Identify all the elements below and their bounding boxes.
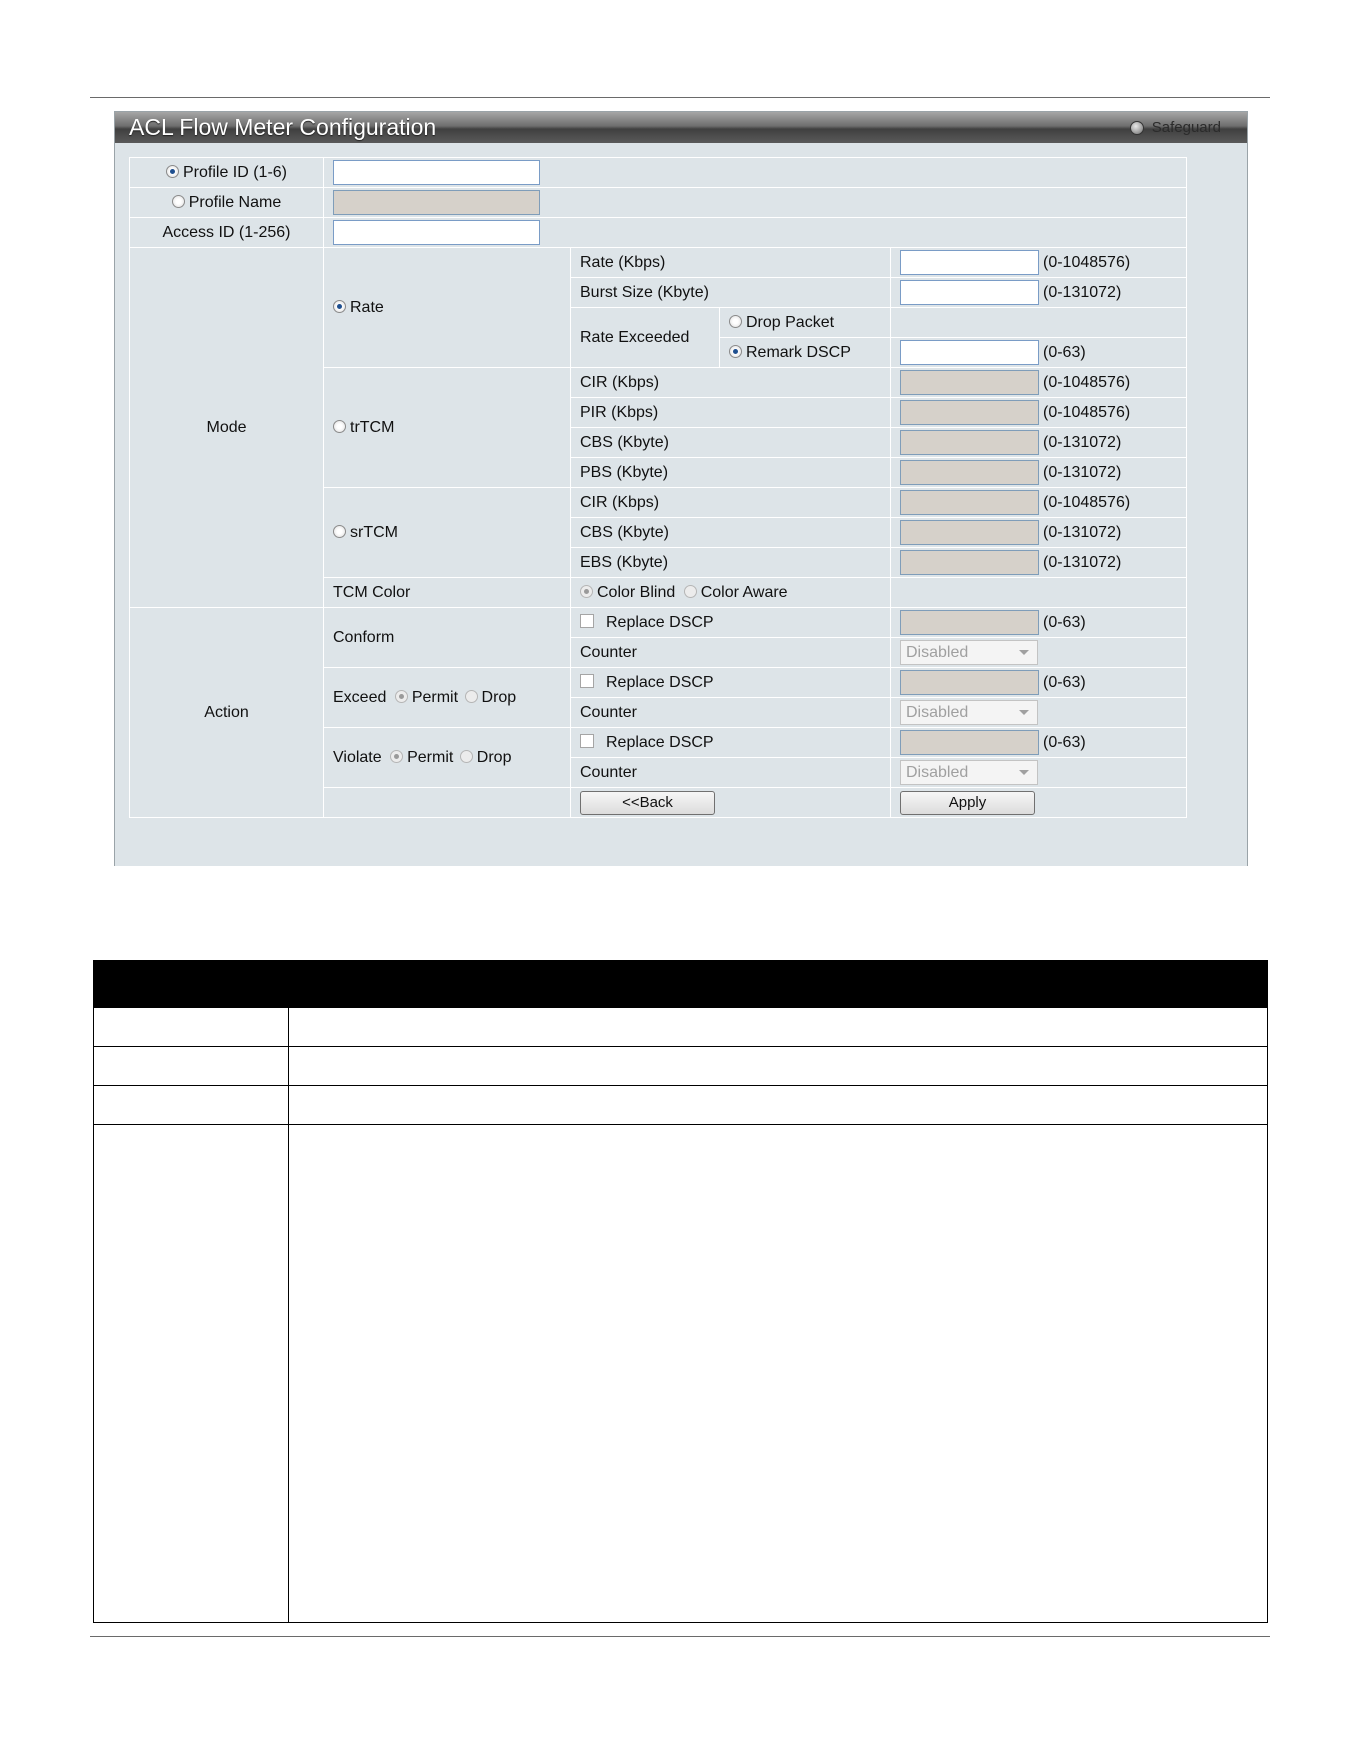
trtcm-pbs-input[interactable] xyxy=(900,460,1039,485)
violate-label: Violate xyxy=(333,748,382,766)
remark-dscp-range: (0-63) xyxy=(1043,343,1086,361)
back-button-cell xyxy=(571,788,891,818)
remark-dscp-radio[interactable] xyxy=(729,345,742,358)
profile-name-input[interactable] xyxy=(333,190,540,215)
srtcm-mode-cell xyxy=(324,488,571,578)
rate-exceeded-label: Rate Exceeded xyxy=(571,308,720,368)
exceed-drop-radio[interactable] xyxy=(465,690,478,703)
drop-packet-radio[interactable] xyxy=(729,315,742,328)
drop-packet-empty-cell xyxy=(891,308,1187,338)
burst-size-value-cell xyxy=(891,278,1187,308)
trtcm-cbs-range: (0-131072) xyxy=(1043,433,1122,451)
conform-replace-dscp-cell xyxy=(571,608,891,638)
srtcm-cir-range: (0-1048576) xyxy=(1043,493,1131,511)
remark-dscp-value-cell xyxy=(891,338,1187,368)
burst-size-range: (0-131072) xyxy=(1043,283,1122,301)
trtcm-cir-input[interactable] xyxy=(900,370,1039,395)
srtcm-cir-value-cell xyxy=(891,488,1187,518)
violate-replace-dscp-input[interactable] xyxy=(900,730,1039,755)
srtcm-mode-radio[interactable] xyxy=(333,525,346,538)
rate-kbps-range: (0-1048576) xyxy=(1043,253,1131,271)
conform-label: Conform xyxy=(324,608,571,668)
description-header xyxy=(94,961,1268,1008)
exceed-replace-dscp-checkbox[interactable] xyxy=(580,674,594,688)
acl-flow-meter-panel xyxy=(114,111,1248,866)
color-aware-label: Color Aware xyxy=(700,583,788,601)
profile-id-label: Profile ID (1-6) xyxy=(182,163,288,181)
trtcm-mode-label: trTCM xyxy=(350,418,395,436)
remark-dscp-input[interactable] xyxy=(900,340,1039,365)
exceed-replace-dscp-label: Replace DSCP xyxy=(606,673,714,691)
apply-button[interactable]: Apply xyxy=(900,791,1035,815)
description-text-cell xyxy=(289,1008,1268,1047)
exceed-replace-dscp-cell xyxy=(571,668,891,698)
trtcm-pir-value-cell xyxy=(891,398,1187,428)
violate-replace-dscp-cell xyxy=(571,728,891,758)
color-aware-radio[interactable] xyxy=(684,585,697,598)
trtcm-mode-radio[interactable] xyxy=(333,420,346,433)
rate-mode-label: Rate xyxy=(350,298,384,316)
conform-replace-range: (0-63) xyxy=(1043,613,1086,631)
flow-meter-form xyxy=(129,157,1187,818)
description-row xyxy=(94,1086,1268,1125)
rate-kbps-input[interactable] xyxy=(900,250,1039,275)
violate-replace-range: (0-63) xyxy=(1043,733,1086,751)
conform-replace-dscp-checkbox[interactable] xyxy=(580,614,594,628)
exceed-counter-select[interactable] xyxy=(900,700,1038,725)
chevron-down-icon xyxy=(1019,650,1029,655)
parameter-description-table xyxy=(93,960,1268,1623)
chevron-down-icon xyxy=(1019,710,1029,715)
trtcm-cbs-label: CBS (Kbyte) xyxy=(571,428,891,458)
remark-dscp-cell xyxy=(720,338,891,368)
srtcm-cir-input[interactable] xyxy=(900,490,1039,515)
remark-dscp-label: Remark DSCP xyxy=(746,343,851,361)
violate-replace-value-cell xyxy=(891,728,1187,758)
exceed-replace-value-cell xyxy=(891,668,1187,698)
trtcm-pbs-label: PBS (Kbyte) xyxy=(571,458,891,488)
conform-replace-row xyxy=(130,608,1187,638)
violate-drop-label: Drop xyxy=(476,748,512,766)
srtcm-cbs-value-cell xyxy=(891,518,1187,548)
conform-counter-value: Disabled xyxy=(906,643,969,661)
profile-id-cell xyxy=(130,158,324,188)
description-param-cell xyxy=(94,1086,289,1125)
conform-replace-value-cell xyxy=(891,608,1187,638)
safeguard-status-icon xyxy=(1130,121,1144,135)
exceed-counter-value-cell xyxy=(891,698,1187,728)
color-blind-label: Color Blind xyxy=(597,583,676,601)
trtcm-cir-label: CIR (Kbps) xyxy=(571,368,891,398)
exceed-drop-label: Drop xyxy=(481,688,517,706)
exceed-counter-value: Disabled xyxy=(906,703,969,721)
tcm-color-empty-cell xyxy=(891,578,1187,608)
srtcm-ebs-range: (0-131072) xyxy=(1043,553,1122,571)
rate-mode-cell xyxy=(324,248,571,368)
conform-replace-dscp-label: Replace DSCP xyxy=(606,613,714,631)
srtcm-cir-label: CIR (Kbps) xyxy=(571,488,891,518)
srtcm-cbs-label: CBS (Kbyte) xyxy=(571,518,891,548)
srtcm-cbs-input[interactable] xyxy=(900,520,1039,545)
access-id-label: Access ID (1-256) xyxy=(130,218,324,248)
description-row xyxy=(94,1047,1268,1086)
exceed-permit-radio[interactable] xyxy=(395,690,408,703)
mode-label: Mode xyxy=(130,248,324,608)
conform-counter-select[interactable] xyxy=(900,640,1038,665)
trtcm-cbs-value-cell xyxy=(891,428,1187,458)
description-text-cell xyxy=(289,1047,1268,1086)
description-text-cell xyxy=(289,1086,1268,1125)
safeguard-label: Safeguard xyxy=(1151,119,1221,136)
trtcm-cir-range: (0-1048576) xyxy=(1043,373,1131,391)
violate-replace-dscp-checkbox[interactable] xyxy=(580,734,594,748)
description-row xyxy=(94,1008,1268,1047)
profile-id-input[interactable] xyxy=(333,160,540,185)
access-id-input[interactable] xyxy=(333,220,540,245)
violate-permit-label: Permit xyxy=(407,748,454,766)
violate-cell xyxy=(324,728,571,788)
srtcm-cbs-range: (0-131072) xyxy=(1043,523,1122,541)
profile-name-label: Profile Name xyxy=(188,193,282,211)
trtcm-cbs-input[interactable] xyxy=(900,430,1039,455)
access-id-input-cell xyxy=(324,218,1187,248)
description-param-cell xyxy=(94,1125,289,1623)
violate-counter-value: Disabled xyxy=(906,763,969,781)
trtcm-pir-label: PIR (Kbps) xyxy=(571,398,891,428)
exceed-permit-label: Permit xyxy=(411,688,459,706)
access-id-row xyxy=(130,218,1187,248)
panel-title-bar xyxy=(115,112,1247,143)
color-blind-radio[interactable] xyxy=(580,585,593,598)
profile-name-input-cell xyxy=(324,188,1187,218)
violate-replace-dscp-label: Replace DSCP xyxy=(606,733,714,751)
trtcm-pbs-range: (0-131072) xyxy=(1043,463,1122,481)
conform-counter-label: Counter xyxy=(571,638,891,668)
exceed-label: Exceed xyxy=(333,688,387,706)
profile-name-row xyxy=(130,188,1187,218)
description-text-cell xyxy=(289,1125,1268,1623)
exceed-counter-label: Counter xyxy=(571,698,891,728)
rate-kbps-value-cell xyxy=(891,248,1187,278)
violate-counter-label: Counter xyxy=(571,758,891,788)
rate-kbps-row xyxy=(130,248,1187,278)
trtcm-pir-input[interactable] xyxy=(900,400,1039,425)
description-param-cell xyxy=(94,1008,289,1047)
description-row xyxy=(94,1125,1268,1623)
safeguard-indicator[interactable] xyxy=(1130,119,1221,136)
apply-button-cell xyxy=(891,788,1187,818)
trtcm-mode-cell xyxy=(324,368,571,488)
drop-packet-label: Drop Packet xyxy=(746,313,835,331)
srtcm-mode-label: srTCM xyxy=(350,523,398,541)
srtcm-ebs-value-cell xyxy=(891,548,1187,578)
violate-drop-radio[interactable] xyxy=(460,750,473,763)
srtcm-ebs-input[interactable] xyxy=(900,550,1039,575)
profile-id-row xyxy=(130,158,1187,188)
profile-name-radio[interactable] xyxy=(172,195,185,208)
profile-id-input-cell xyxy=(324,158,1187,188)
description-param-cell xyxy=(94,1047,289,1086)
violate-counter-select[interactable] xyxy=(900,760,1038,785)
srtcm-ebs-label: EBS (Kbyte) xyxy=(571,548,891,578)
trtcm-pbs-value-cell xyxy=(891,458,1187,488)
violate-counter-value-cell xyxy=(891,758,1187,788)
bottom-rule xyxy=(90,1636,1270,1637)
trtcm-cir-value-cell xyxy=(891,368,1187,398)
trtcm-pir-range: (0-1048576) xyxy=(1043,403,1131,421)
tcm-color-label: TCM Color xyxy=(324,578,571,608)
top-rule xyxy=(90,97,1270,98)
conform-counter-value-cell xyxy=(891,638,1187,668)
profile-id-radio[interactable] xyxy=(166,165,179,178)
exceed-replace-dscp-input[interactable] xyxy=(900,670,1039,695)
rate-kbps-label: Rate (Kbps) xyxy=(571,248,891,278)
exceed-cell xyxy=(324,668,571,728)
back-button[interactable]: <<Back xyxy=(580,791,715,815)
button-row-empty-cell xyxy=(324,788,571,818)
burst-size-input[interactable] xyxy=(900,280,1039,305)
profile-name-cell xyxy=(130,188,324,218)
action-label: Action xyxy=(130,608,324,818)
burst-size-label: Burst Size (Kbyte) xyxy=(571,278,891,308)
exceed-replace-range: (0-63) xyxy=(1043,673,1086,691)
tcm-color-options-cell xyxy=(571,578,891,608)
violate-permit-radio[interactable] xyxy=(390,750,403,763)
chevron-down-icon xyxy=(1019,770,1029,775)
rate-mode-radio[interactable] xyxy=(333,300,346,313)
drop-packet-cell xyxy=(720,308,891,338)
panel-title: ACL Flow Meter Configuration xyxy=(129,114,437,140)
conform-replace-dscp-input[interactable] xyxy=(900,610,1039,635)
description-header-row xyxy=(94,961,1268,1008)
